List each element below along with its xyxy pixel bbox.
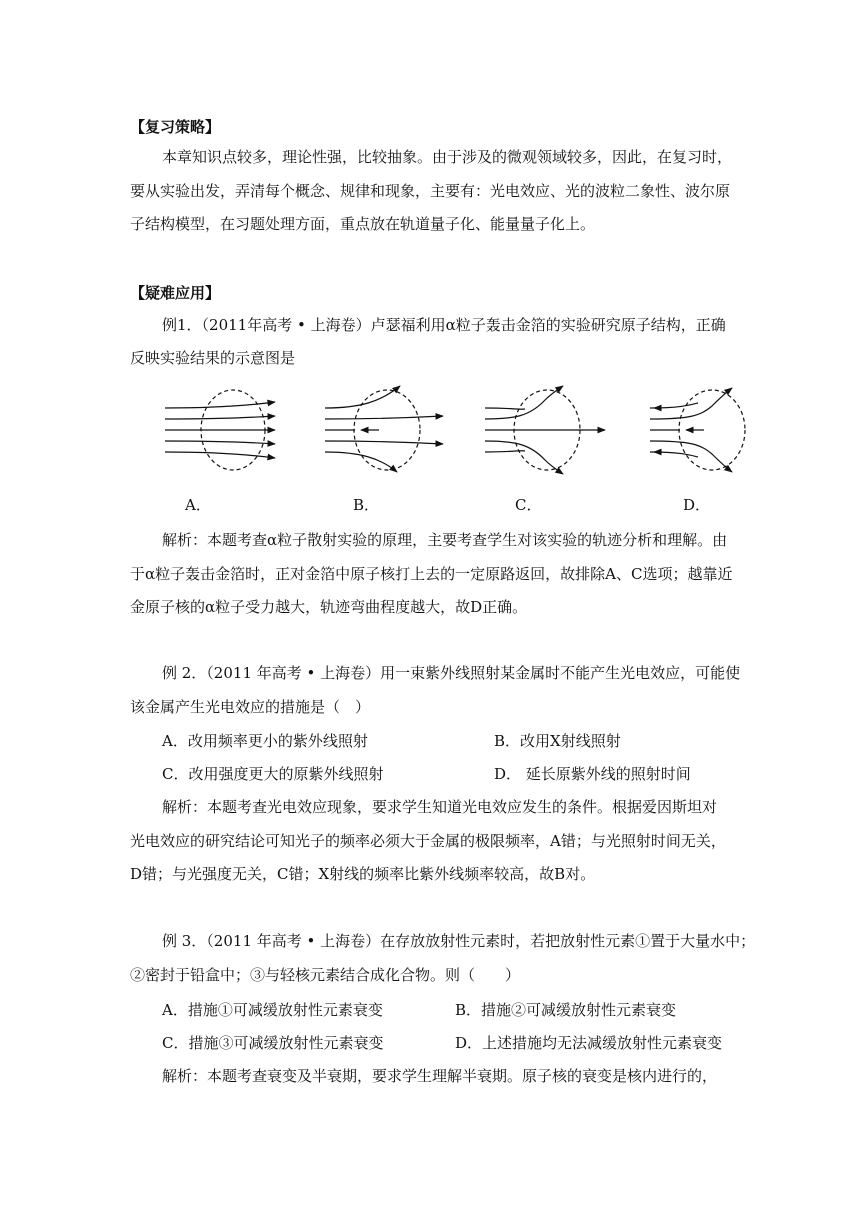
ex2-analysis-1: 解析：本题考查光电效应现象，要求学生知道光电效应发生的条件。根据爱因斯坦对 [162, 798, 718, 816]
ex1-line-1: 例1．（2011年高考 • 上海卷）卢瑟福利用α粒子轰击金箔的实验研究原子结构，正确 [162, 316, 726, 334]
review-line-2: 要从实验出发，弄清每个概念、规律和现象，主要有：光电效应、光的波粒二象性、波尔原 [130, 182, 731, 200]
ex2-option-a: A．改用频率更小的紫外线照射 [162, 732, 368, 750]
ex2-analysis-2: 光电效应的研究结论可知光子的频率必须大于金属的极限频率，A错；与光照射时间无关， [130, 832, 726, 850]
review-line-1: 本章知识点较多，理论性强，比较抽象。由于涉及的微观领域较多，因此，在复习时， [162, 148, 733, 166]
ex2-analysis-3: D错；与光强度无关，C错；X射线的频率比紫外线频率较高，故B对。 [130, 865, 596, 883]
diagram-label-d: D． [683, 496, 711, 514]
alpha-scattering-diagrams [155, 380, 775, 480]
ex3-line-1: 例 3．（2011 年高考 • 上海卷）在存放放射性元素时，若把放射性元素①置于大量水中； [162, 932, 756, 950]
ex2-line-2: 该金属产生光电效应的措施是（ ） [130, 698, 371, 716]
diagram-label-b: B． [353, 496, 380, 514]
diagram-a [165, 390, 275, 470]
ex3-option-b: B．措施②可减缓放射性元素衰变 [455, 1001, 677, 1019]
diagram-label-c: C． [515, 496, 542, 514]
diagram-c [485, 386, 605, 474]
ex3-option-d: D．上述措施均无法减缓放射性元素衰变 [455, 1034, 723, 1052]
diagram-d [650, 388, 745, 472]
diagram-b [325, 386, 443, 472]
ex2-option-c: C．改用强度更大的原紫外线照射 [162, 765, 384, 783]
diagram-label-a: A． [185, 496, 211, 514]
ex2-option-d: D． 延长原紫外线的照射时间 [494, 765, 691, 783]
ex1-analysis-1: 解析：本题考查α粒子散射实验的原理，主要考查学生对该实验的轨迹分析和理解。由 [162, 531, 728, 549]
ex3-analysis-1: 解析：本题考查衰变及半衰期，要求学生理解半衰期。原子核的衰变是核内进行的， [162, 1067, 718, 1085]
ex1-line-2: 反映实验结果的示意图是 [130, 349, 296, 367]
review-heading: 【复习策略】 [130, 118, 221, 136]
review-line-3: 子结构模型，在习题处理方面，重点放在轨道量子化、能量量子化上。 [130, 215, 596, 233]
ex1-analysis-2: 于α粒子轰击金箔时，正对金箔中原子核打上去的一定原路返回，故排除A、C选项；越靠近 [130, 565, 733, 583]
ex1-analysis-3: 金原子核的α粒子受力越大，轨迹弯曲程度越大，故D正确。 [130, 598, 528, 616]
ex2-line-1: 例 2．（2011 年高考 • 上海卷）用一束紫外线照射某金属时不能产生光电效应，可能使 [162, 664, 741, 682]
ex2-option-b: B．改用X射线照射 [494, 732, 621, 750]
ex3-option-c: C．措施③可减缓放射性元素衰变 [162, 1034, 384, 1052]
ex3-line-2: ②密封于铅盒中；③与轻核元素结合成化合物。则（ ） [130, 966, 521, 984]
applications-heading: 【疑难应用】 [130, 284, 221, 302]
ex3-option-a: A．措施①可减缓放射性元素衰变 [162, 1001, 383, 1019]
